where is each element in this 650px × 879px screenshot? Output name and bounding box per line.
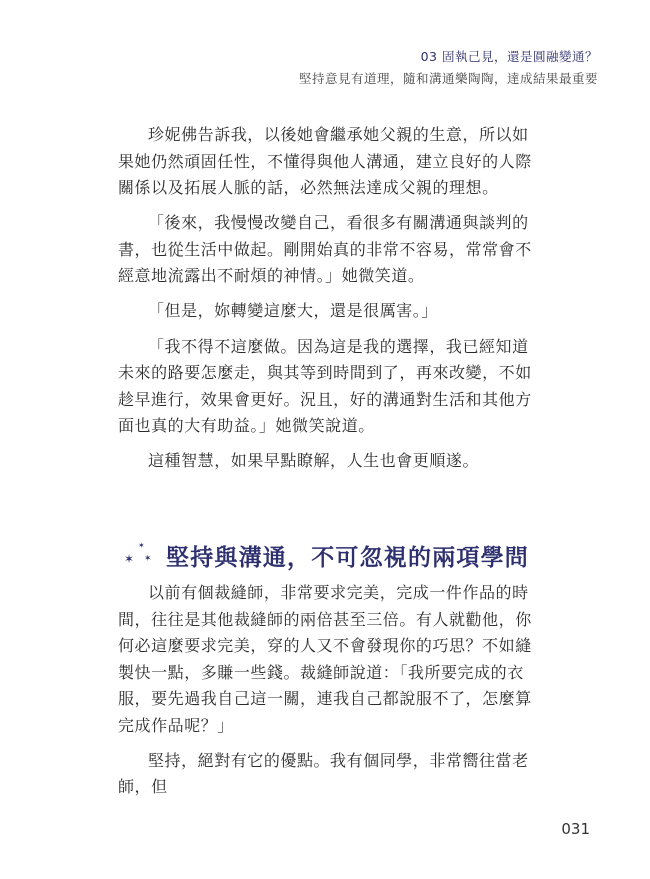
chapter-subtitle: 堅持意見有道理，隨和溝通樂陶陶，達成結果最重要: [298, 71, 598, 86]
paragraph: 「後來，我慢慢改變自己，看很多有關溝通與談判的書，也從生活中做起。剛開始真的非常不容易，常常會不經意地流露出不耐煩的神情。」她微笑道。: [118, 213, 532, 286]
paragraph: 「我不得不這麼做。因為這是我的選擇，我已經知道未來的路要怎麼走，與其等到時間到了，再來改變，不如趁早進行，效果會更好。況且，好的溝通對生活和其他方面也真的大有助益。」她微笑說道。: [118, 336, 532, 436]
star-icon: ✶: [124, 552, 135, 566]
running-header: [299, 47, 598, 87]
paragraph: 堅持，絕對有它的優點。我有個同學，非常嚮往當老師，但: [118, 750, 529, 797]
section-title: 堅持與溝通，不可忽視的兩項學問: [166, 544, 529, 571]
body-text-block-1: [118, 122, 543, 483]
chapter-title: 03 固執己見，還是圓融變通？: [420, 49, 598, 64]
paragraph: 珍妮佛告訴我，以後她會繼承她父親的生意，所以如果她仍然頑固任性，不懂得與他人溝通，建立良好的人際關係以及拓展人脈的話，必然無法達成父親的理想。: [118, 125, 532, 197]
paragraph: 這種智慧，如果早點瞭解，人生也會更順遂。: [148, 451, 480, 471]
star-icon: ✶: [138, 541, 145, 550]
stars-icon: [124, 540, 160, 570]
star-icon: ✶: [144, 554, 152, 564]
paragraph: 以前有個裁縫師，非常要求完美，完成一件作品的時間，往往是其他裁縫師的兩倍甚至三倍。有人就勸他，你何必這麼要求完美，穿的人又不會發現你的巧思？不如縫製快一點，多賺一些錢。裁縫師說道：「我所要完成的衣服，要先過我自己這一關，連我自己都說服不了，怎麼算完成作品呢？」: [118, 583, 532, 735]
page-number: 031: [561, 820, 590, 838]
body-text-block-2: [118, 580, 543, 809]
paragraph: 「但是，妳轉變這麼大，還是很厲害。」: [148, 301, 438, 321]
section-heading: [124, 540, 529, 570]
